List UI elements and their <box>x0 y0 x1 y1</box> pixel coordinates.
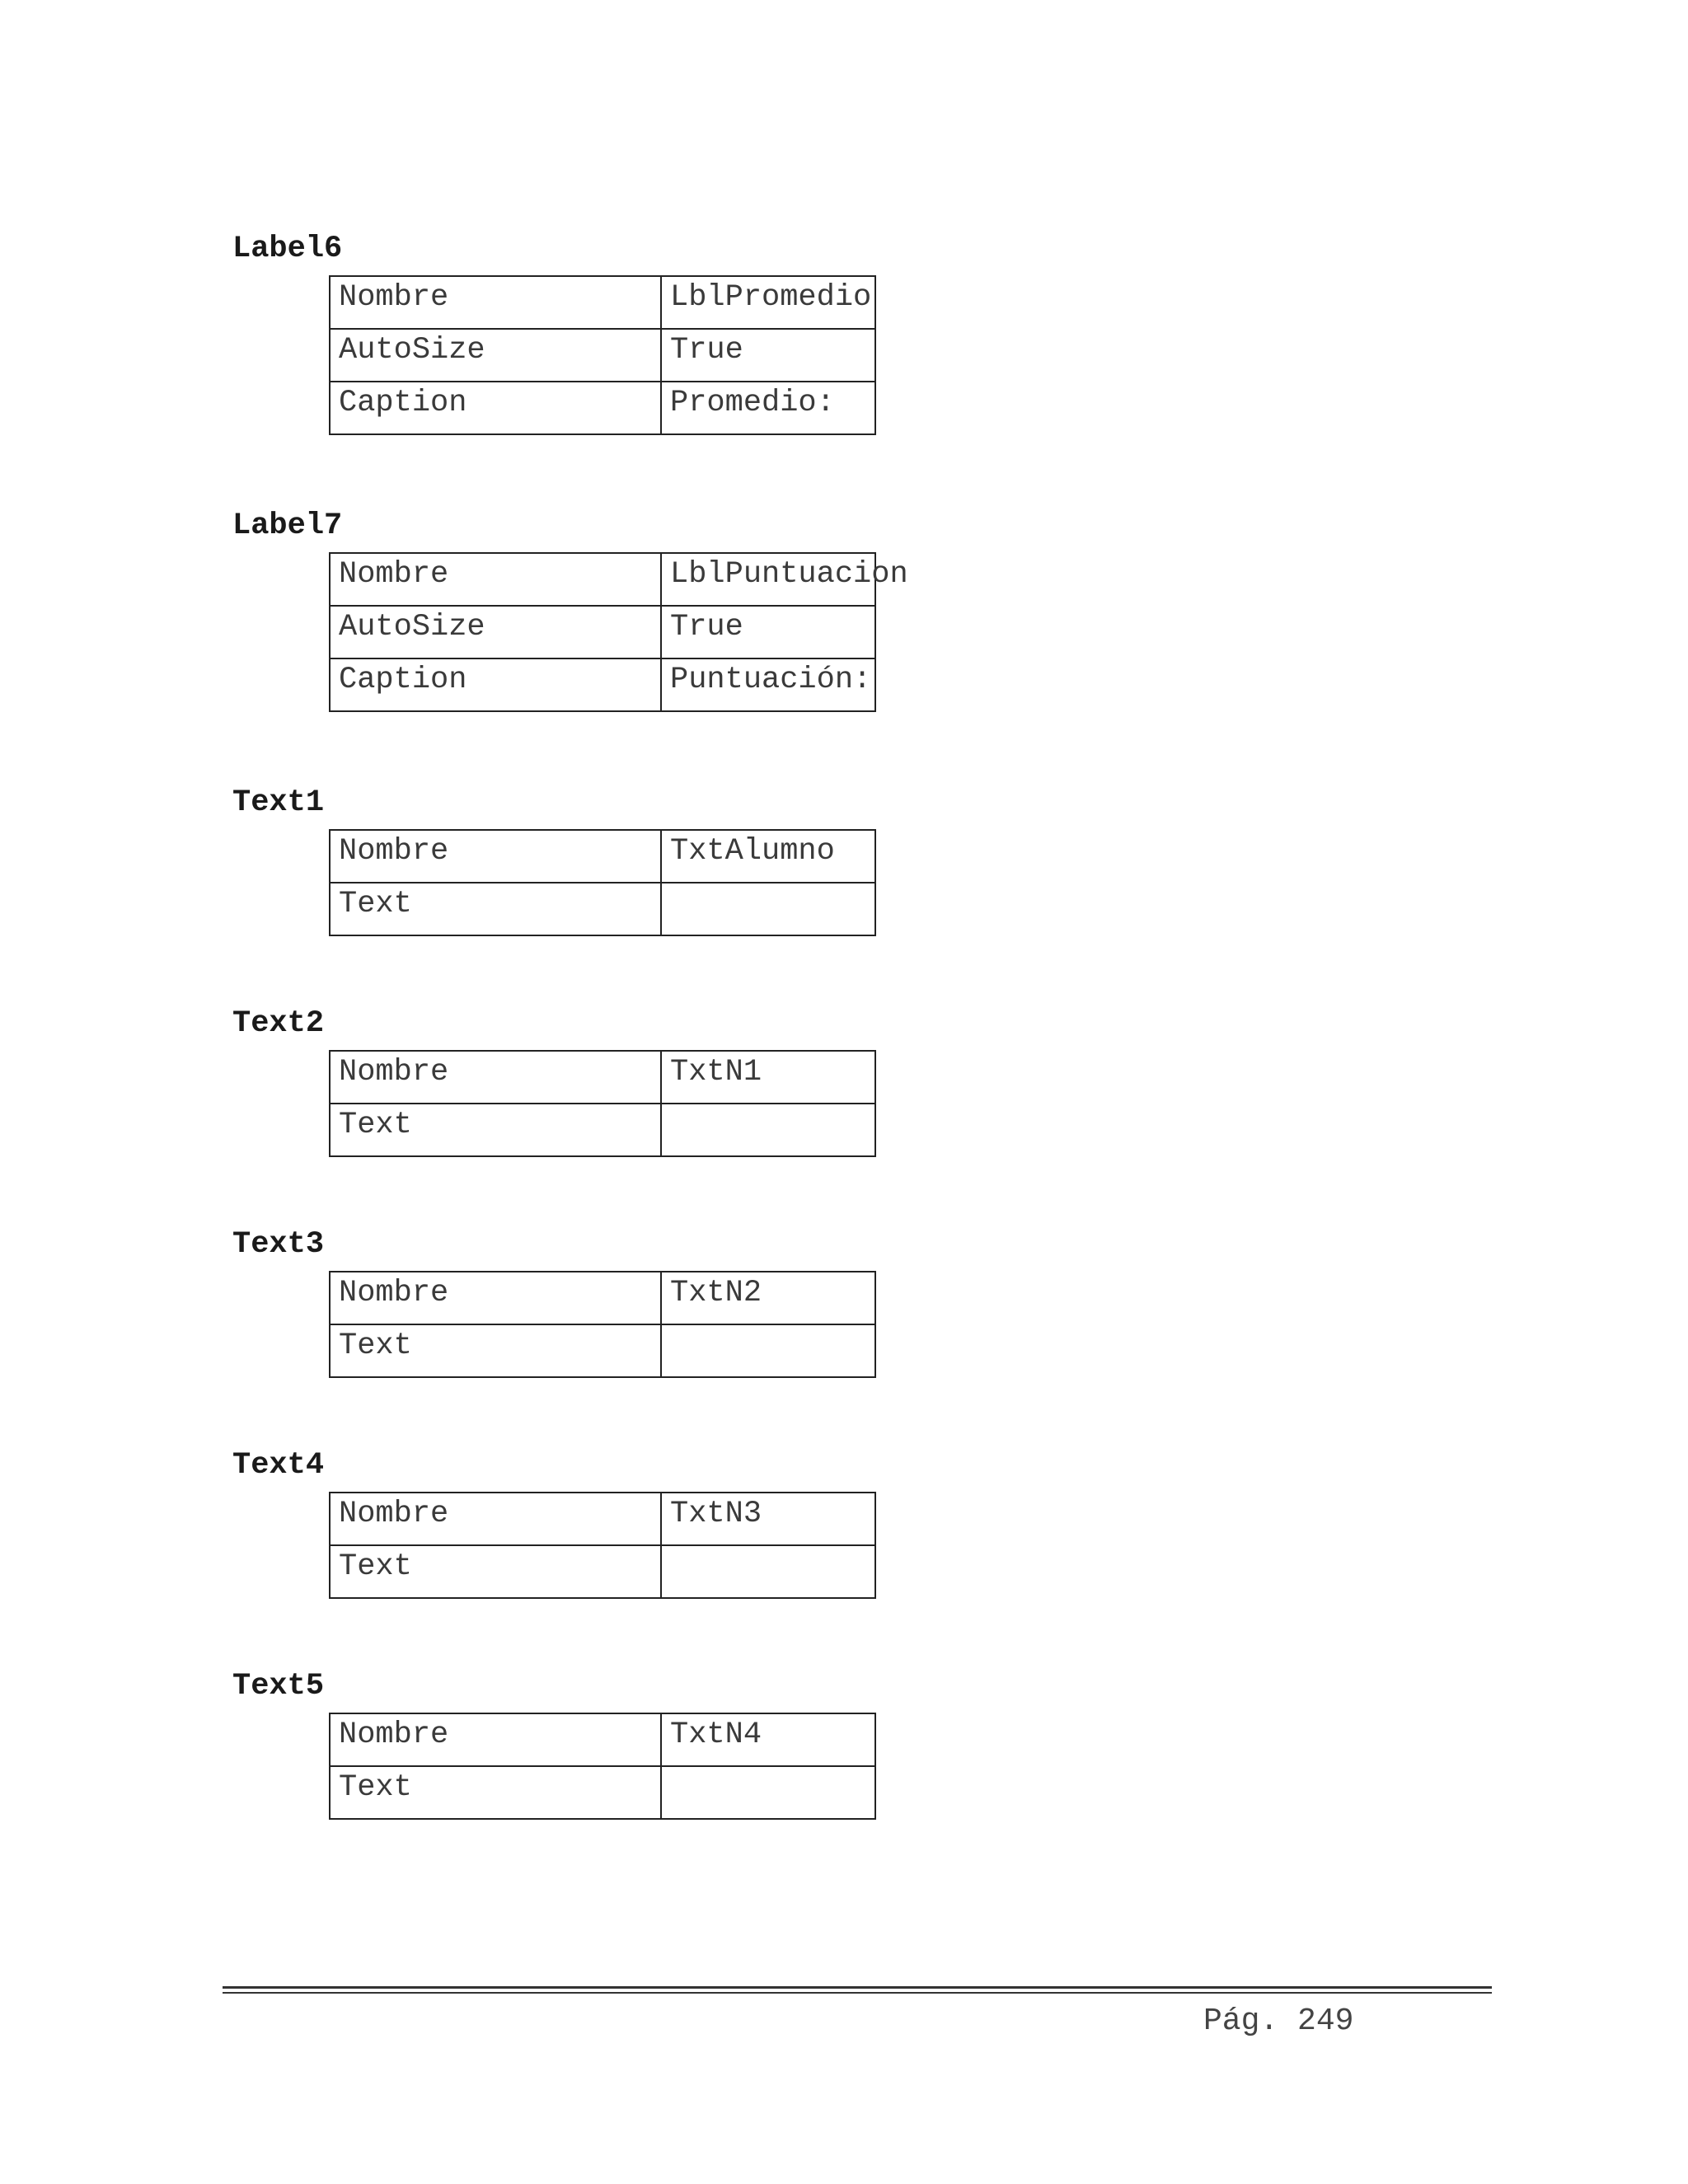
property-table <box>329 829 876 936</box>
property-value-cell: LblPromedio <box>661 276 875 329</box>
property-value-cell: TxtN3 <box>661 1493 875 1545</box>
property-value-cell: TxtN2 <box>661 1272 875 1324</box>
table-row <box>330 1766 875 1819</box>
section-title: Label7 <box>232 509 343 543</box>
property-value-cell <box>661 883 875 935</box>
property-value-cell: TxtAlumno <box>661 830 875 883</box>
table-row <box>330 553 875 606</box>
section-title: Text2 <box>232 1006 325 1041</box>
section-text4 <box>232 1449 876 1599</box>
property-name-cell: Text <box>330 1104 661 1156</box>
property-value-cell <box>661 1104 875 1156</box>
section-title: Text5 <box>232 1669 325 1704</box>
section-title: Text1 <box>232 785 325 820</box>
property-value-cell: TxtN1 <box>661 1051 875 1104</box>
property-name-cell: Nombre <box>330 1493 661 1545</box>
property-name-cell: Text <box>330 1766 661 1819</box>
table-row <box>330 1493 875 1545</box>
section-text1 <box>232 786 876 936</box>
section-label7 <box>232 509 908 712</box>
table-row <box>330 1272 875 1324</box>
property-name-cell: Nombre <box>330 1272 661 1324</box>
property-value-cell <box>661 1766 875 1819</box>
table-row <box>330 382 875 434</box>
property-name-cell: Nombre <box>330 276 661 329</box>
table-row <box>330 658 875 711</box>
property-name-cell: Text <box>330 1324 661 1377</box>
property-name-cell: AutoSize <box>330 329 661 382</box>
table-row <box>330 1324 875 1377</box>
footer-divider <box>223 1992 1492 1994</box>
property-table <box>329 1271 876 1378</box>
property-value-cell: Promedio: <box>661 382 875 434</box>
table-row <box>330 1713 875 1766</box>
table-row <box>330 606 875 658</box>
property-name-cell: Text <box>330 883 661 935</box>
section-label6 <box>232 232 876 435</box>
property-table <box>329 275 876 435</box>
section-title: Label6 <box>232 232 343 266</box>
table-row <box>330 329 875 382</box>
section-title: Text4 <box>232 1448 325 1483</box>
table-row <box>330 830 875 883</box>
table-row <box>330 1545 875 1598</box>
property-value-cell: True <box>661 606 875 658</box>
footer-divider <box>223 1986 1492 1989</box>
property-table <box>329 1050 876 1157</box>
property-name-cell: Caption <box>330 658 661 711</box>
section-title: Text3 <box>232 1227 325 1262</box>
page-number: Pág. 249 <box>1203 2004 1354 2039</box>
property-value-cell: TxtN4 <box>661 1713 875 1766</box>
table-row <box>330 1051 875 1104</box>
property-name-cell: Text <box>330 1545 661 1598</box>
property-name-cell: Nombre <box>330 830 661 883</box>
property-table <box>329 1713 876 1820</box>
table-row <box>330 1104 875 1156</box>
property-value-cell <box>661 1545 875 1598</box>
section-text3 <box>232 1228 876 1378</box>
table-row <box>330 276 875 329</box>
property-name-cell: AutoSize <box>330 606 661 658</box>
property-name-cell: Nombre <box>330 1713 661 1766</box>
property-value-cell: Puntuación: <box>661 658 875 711</box>
property-name-cell: Nombre <box>330 553 661 606</box>
property-value-cell: True <box>661 329 875 382</box>
section-text2 <box>232 1007 876 1157</box>
property-table <box>329 1492 876 1599</box>
property-value-cell <box>661 1324 875 1377</box>
property-table <box>329 552 908 712</box>
property-name-cell: Caption <box>330 382 661 434</box>
property-name-cell: Nombre <box>330 1051 661 1104</box>
property-value-cell: LblPuntuacion <box>661 553 875 606</box>
section-text5 <box>232 1670 876 1820</box>
table-row <box>330 883 875 935</box>
